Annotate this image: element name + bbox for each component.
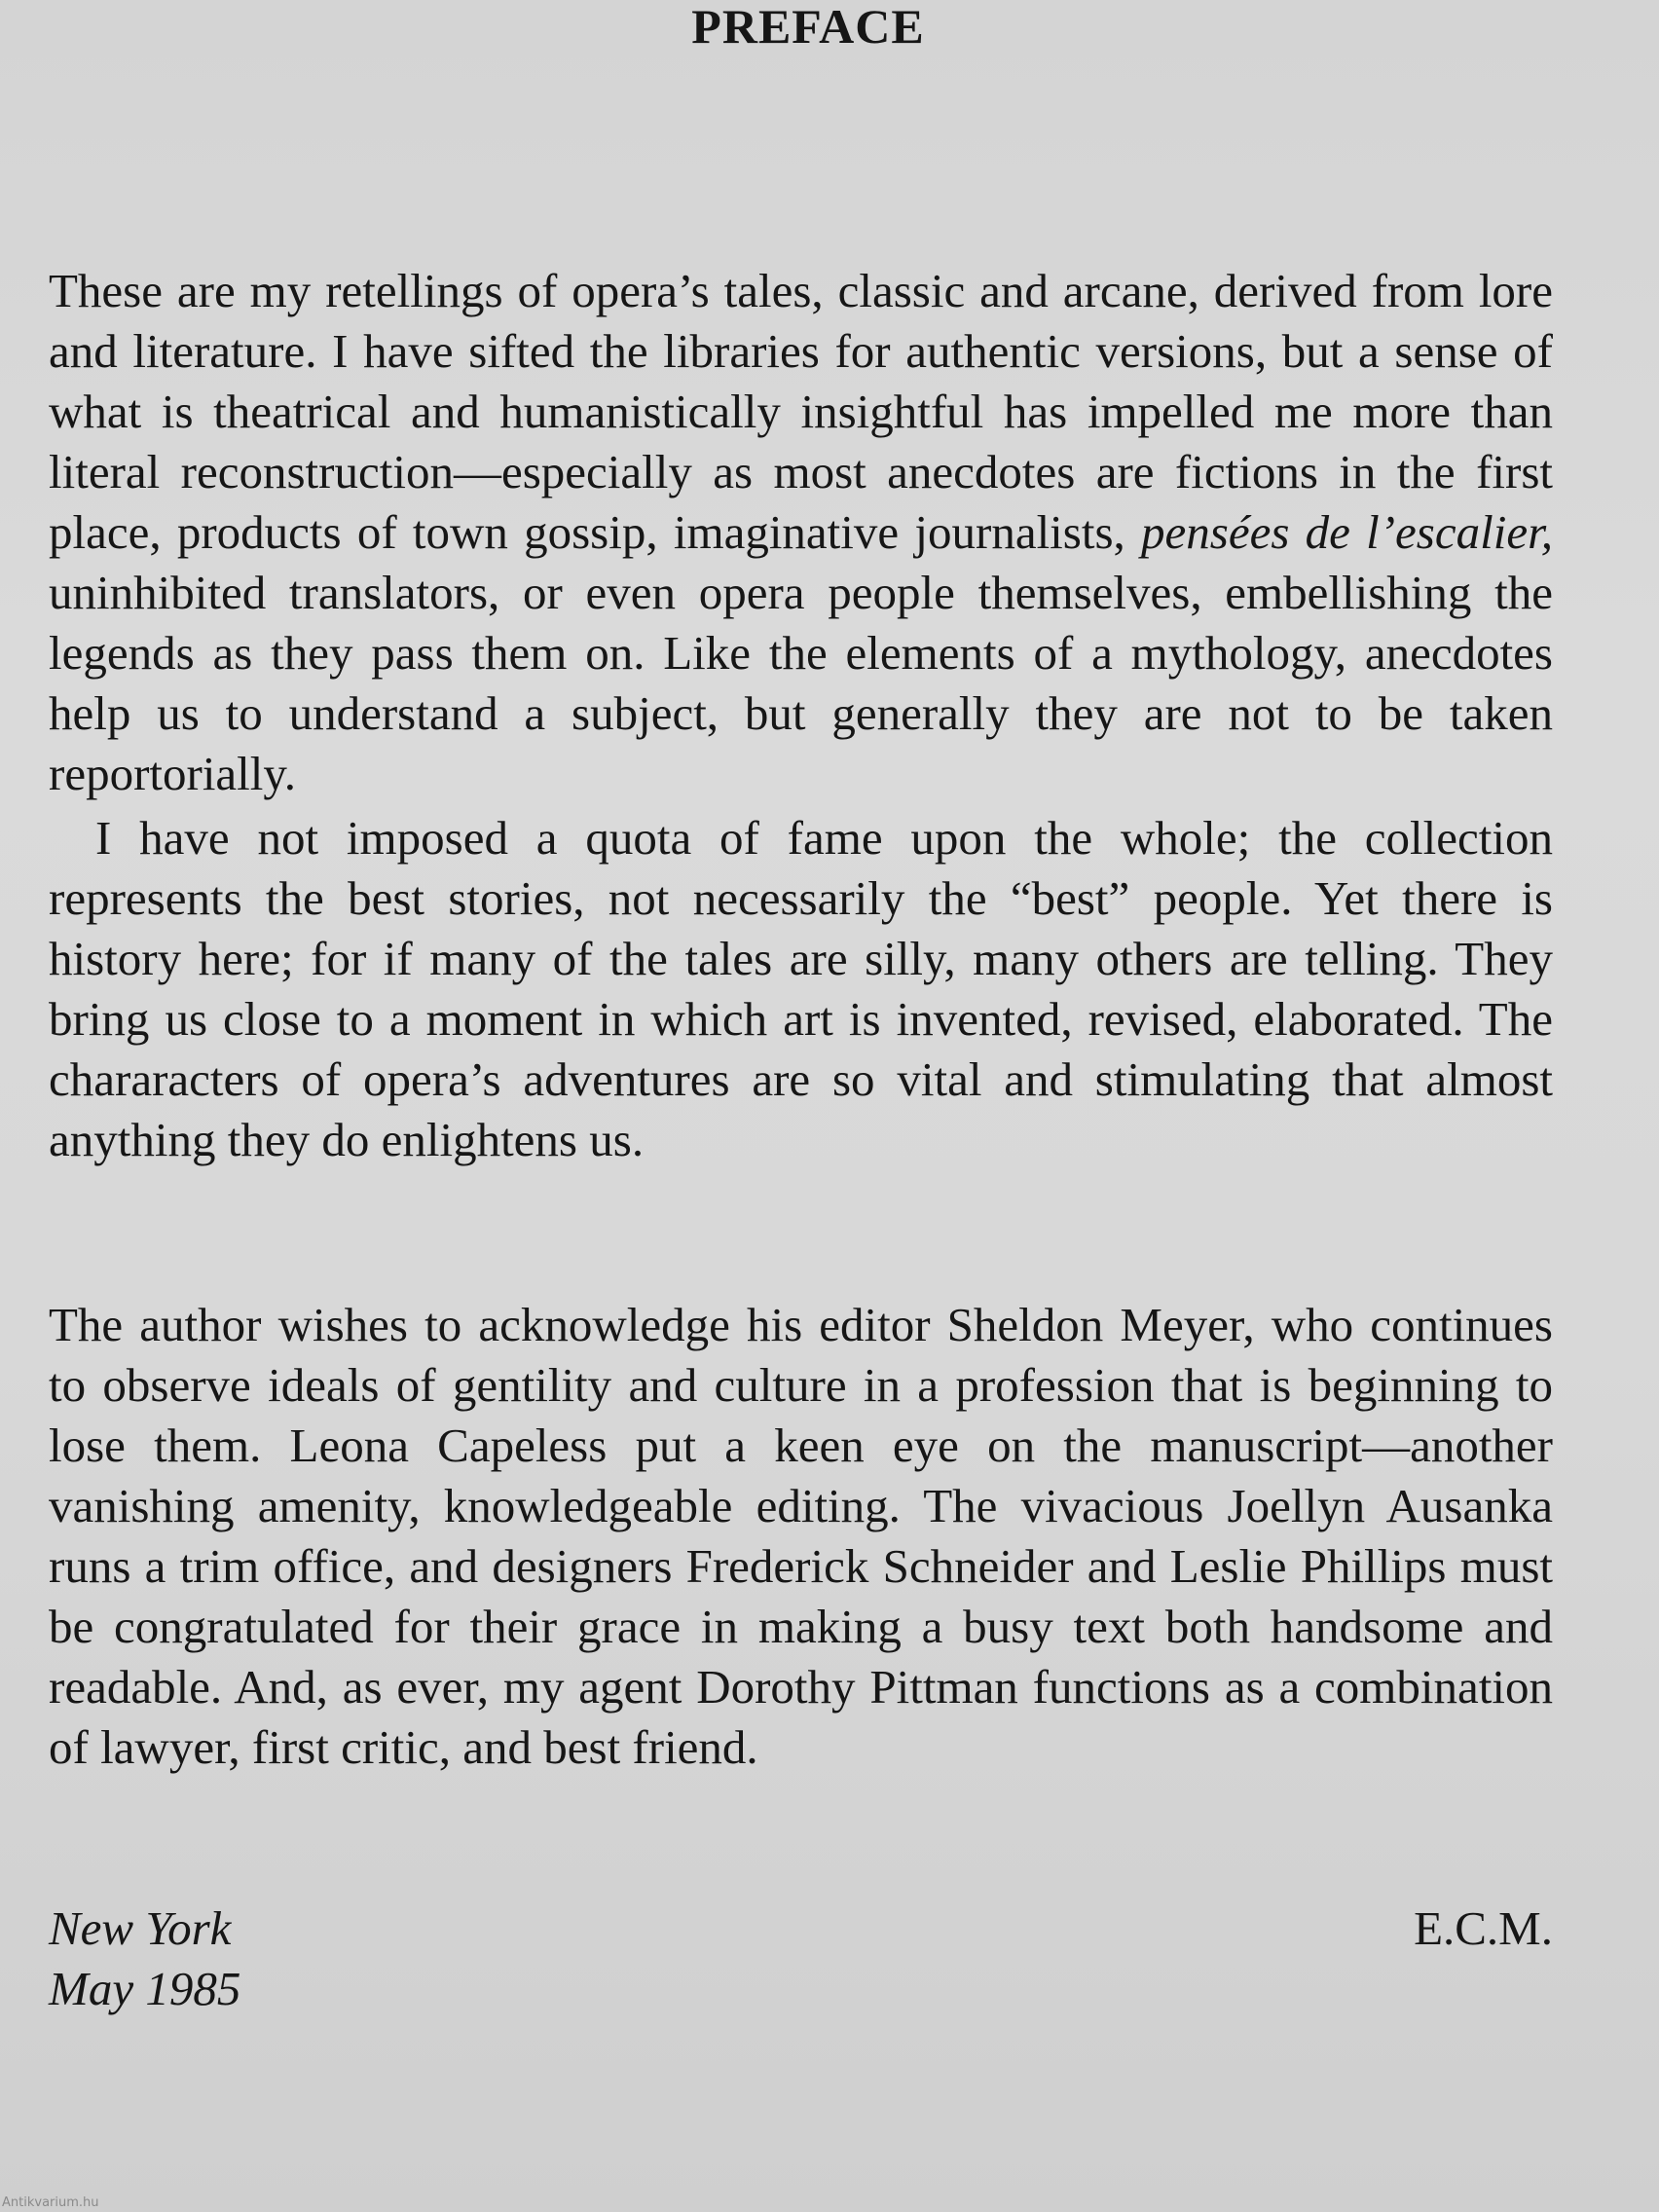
watermark: Antikvarium.hu: [2, 2195, 99, 2210]
author-initials: E.C.M.: [1414, 1901, 1553, 1955]
preface-paragraph-1: [49, 261, 1553, 804]
acknowledgements-paragraph: The author wishes to acknowledge his editor Sheldon Meyer, who continues to observe ideals of gentility and culture in a profession that is beginning to lose them. Leona Capeless put a keen eye on the manuscript—another vanishing amenity, knowledgeable editing. The vivacious Joellyn Ausanka runs a trim office, and designers Frederick Schneider and Leslie Phillips must be congratulated for their grace in making a busy text both handsome and readable. And, as ever, my agent Dorothy Pittman functions as a combination of lawyer, first critic, and best friend.: [49, 1298, 1553, 1774]
paragraph-1-text-start: These are my retellings of opera’s tales, classic and arcane, derived from lore and literature. I have sifted the libraries for authentic versions, but a sense of what is theatrical and humanistically insightful has impelled me more than literal reconstruction—especially as most anecdotes are fictions in the first place, products of town gossip, imaginative journalists,: [49, 264, 1553, 559]
paragraph-1-text-end: uninhibited translators, or even opera people themselves, embellishing the legends as they pass them on. Like the elements of a mythology, anecdotes help us to understand a subject, but generally they are not to be taken reportorially.: [49, 566, 1553, 800]
preface-paragraph-2: I have not imposed a quota of fame upon the whole; the collection represents the best stories, not necessarily the “best” people. Yet there is history here; for if many of the tales are silly, many others are telling. They bring us close to a moment in which art is invented, revised, elaborated. The chararacters of opera’s adventures are so vital and stimulating that almost anything they do enlightens us.: [49, 811, 1553, 1166]
signoff-date: May 1985: [49, 1962, 241, 2015]
page-title: PREFACE: [691, 0, 925, 54]
italic-phrase: pensées de l’escalier,: [1141, 505, 1553, 559]
signoff-place: New York: [49, 1901, 232, 1955]
place-and-date: [49, 1899, 240, 2019]
